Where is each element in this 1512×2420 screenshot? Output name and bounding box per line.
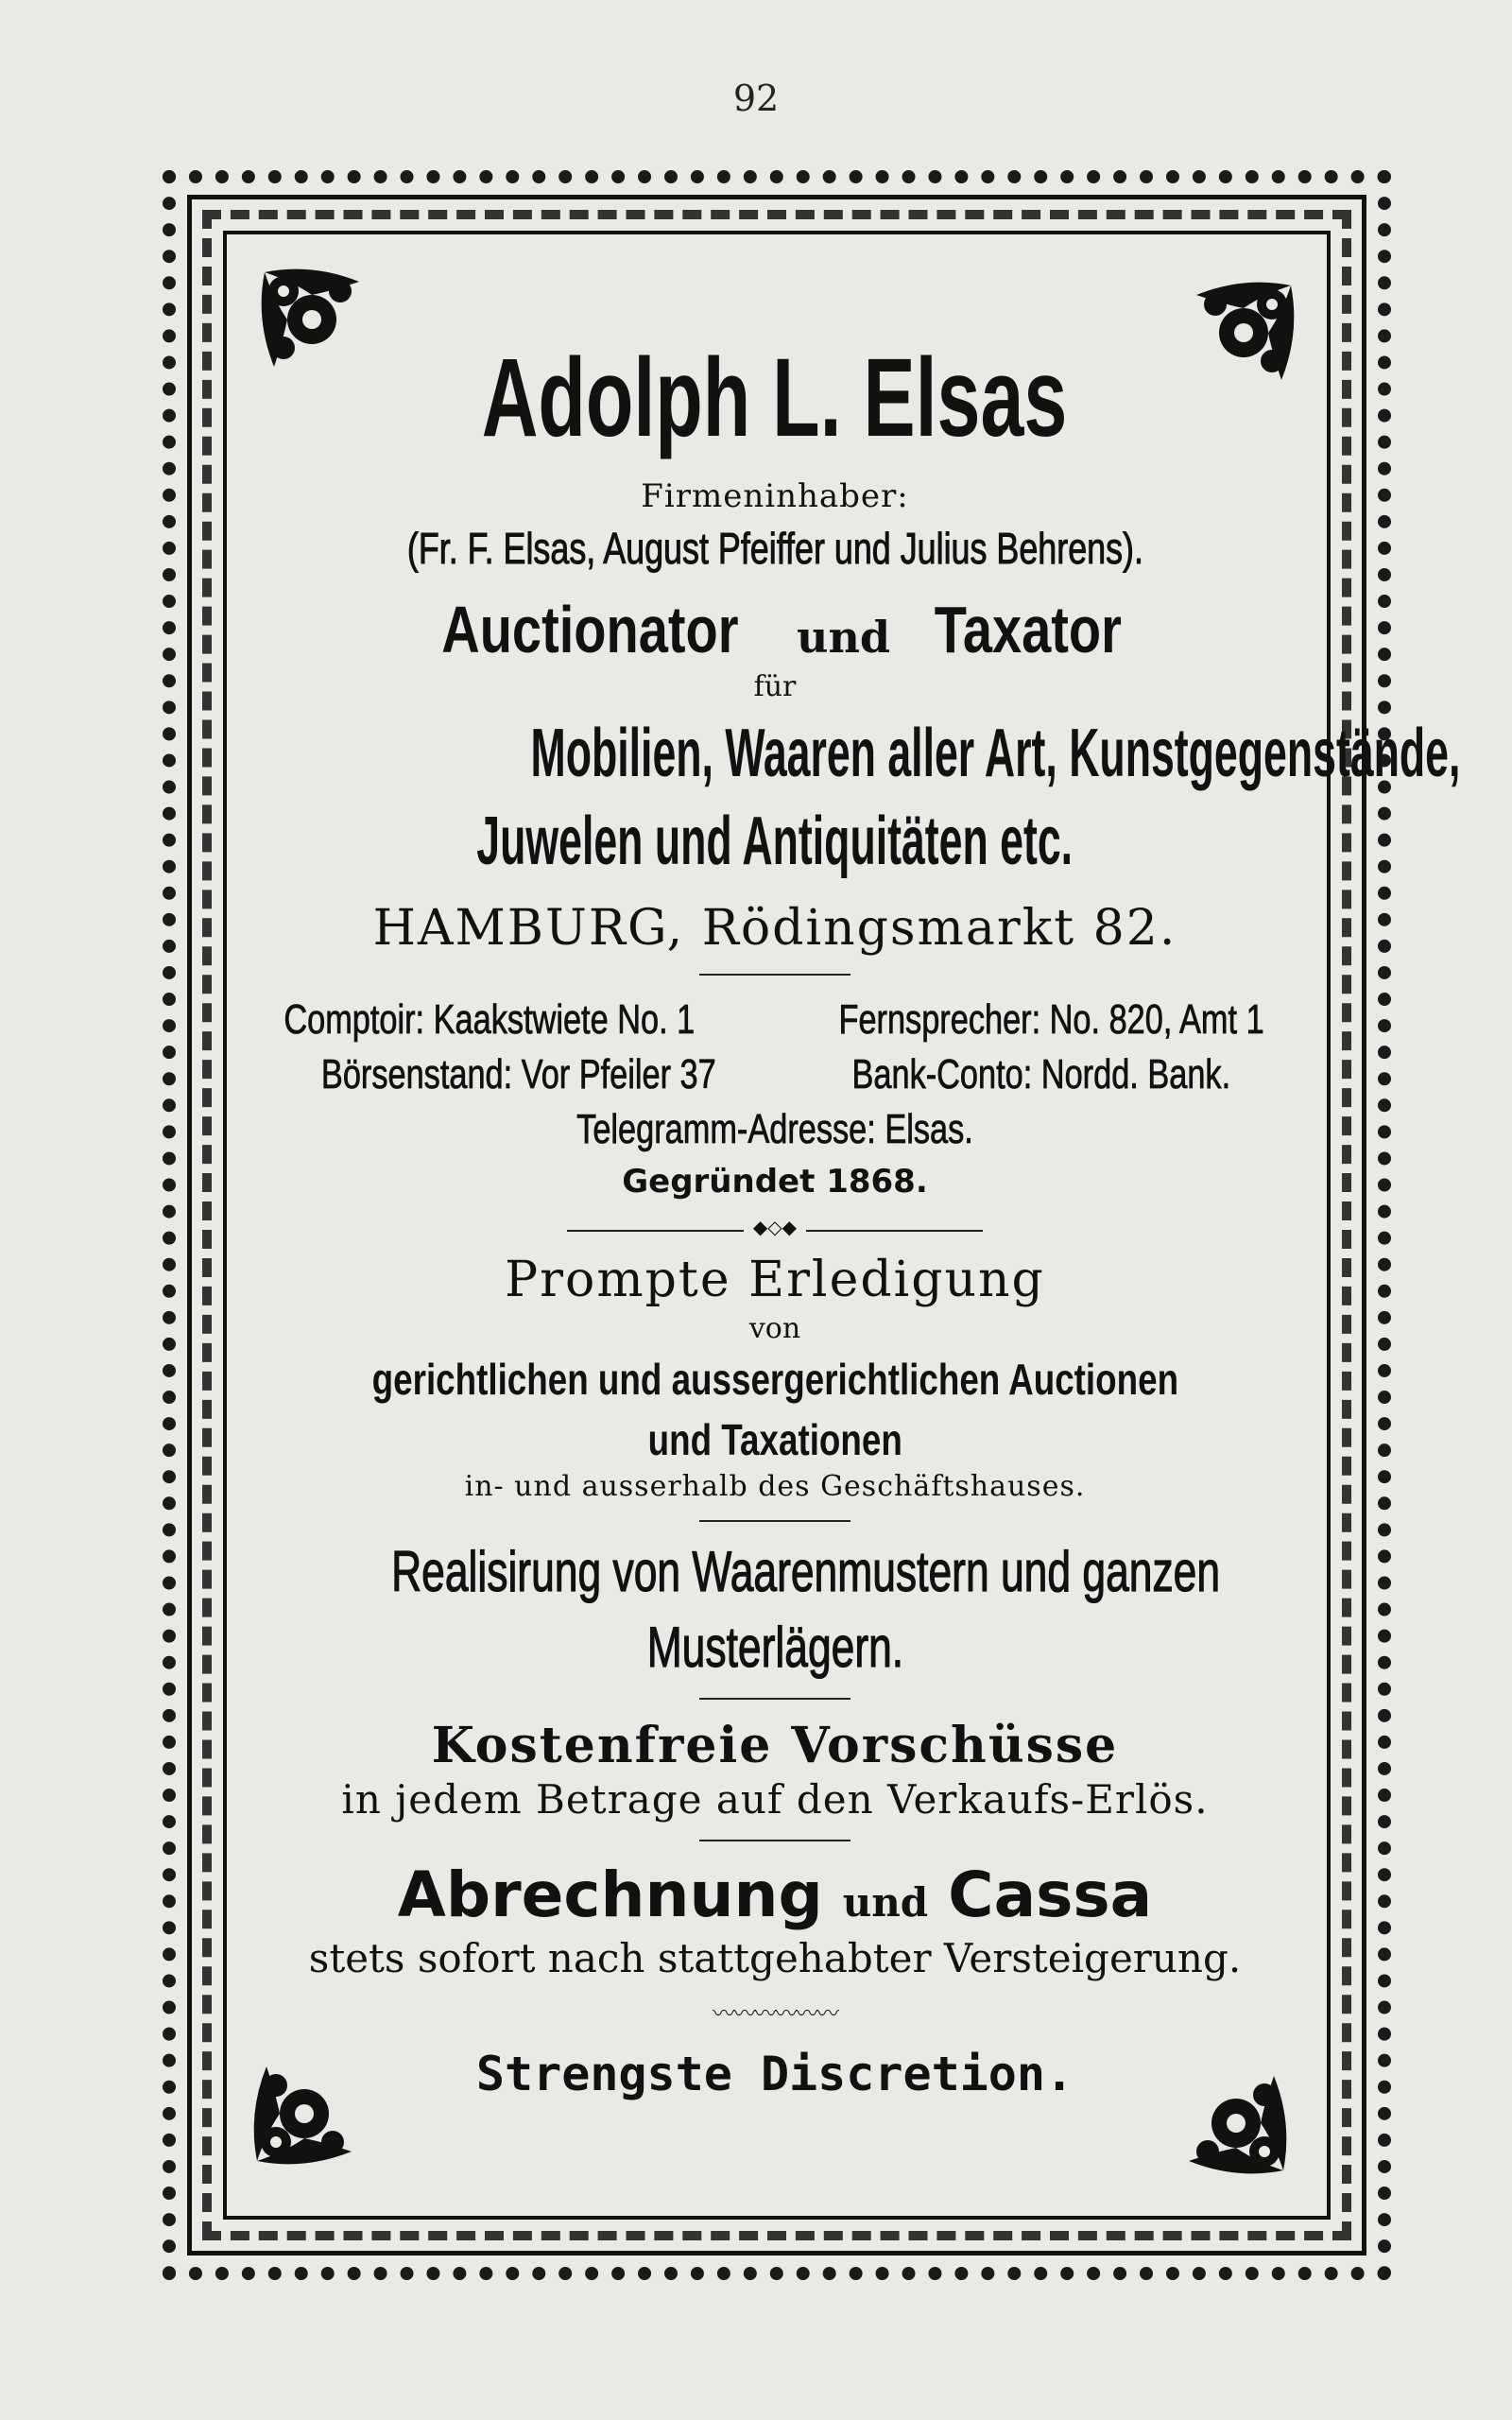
- realisirung-line-2: Musterlägern.: [646, 1616, 903, 1679]
- divider: [699, 1520, 850, 1522]
- owners: (Fr. F. Elsas, August Pfeiffer und Julius Behrens).: [406, 524, 1143, 573]
- founded: Gegründet 1868.: [622, 1163, 928, 1201]
- page-number: 92: [732, 78, 780, 119]
- goods-line-1: Mobilien, Waaren aller Art, Kunstgegenstände,: [530, 716, 1461, 791]
- profession-auctionator: Auctionator: [441, 593, 739, 666]
- owners-label: Firmeninhaber:: [641, 477, 909, 515]
- prompte-erledigung: Prompte Erledigung: [505, 1252, 1045, 1308]
- abrechnung-und: und: [842, 1879, 929, 1926]
- abrechnung-und-cassa: [246, 1858, 1304, 1931]
- company-name: Adolph L. Elsas: [482, 336, 1068, 460]
- divider: [699, 1840, 850, 1841]
- von-label: von: [748, 1312, 801, 1345]
- boersenstand: Börsenstand: Vor Pfeiler 37: [321, 1051, 717, 1098]
- advertisement: [246, 312, 1461, 2101]
- divider: [699, 974, 850, 976]
- betrage: in jedem Betrage auf den Verkaufs-Erlös.: [341, 1776, 1209, 1823]
- cassa: Cassa: [948, 1858, 1153, 1931]
- in-und-ausserhalb: in- und ausserhalb des Geschäftshauses.: [464, 1470, 1086, 1503]
- scroll-ornament-icon: ◆◇◆: [567, 1225, 983, 1236]
- auctions-line-1: gerichtlichen und aussergerichtlichen Auctionen: [371, 1355, 1178, 1404]
- bank-conto: Bank-Conto: Nordd. Bank.: [851, 1051, 1231, 1098]
- goods-line-2: Juwelen und Antiquitäten etc.: [476, 804, 1074, 879]
- contact-block: [246, 993, 1304, 1157]
- profession-taxator: Taxator: [935, 593, 1123, 666]
- abrechnung: Abrechnung: [397, 1858, 823, 1931]
- strengste-discretion: Strengste Discretion.: [475, 2047, 1074, 2101]
- realisirung-line-1: Realisirung von Waarenmustern und ganzen: [391, 1540, 1221, 1603]
- auctions-line-2: und Taxationen: [647, 1415, 902, 1464]
- stets-sofort: stets sofort nach stattgehabter Versteigerung.: [308, 1935, 1242, 1981]
- telegramm-adresse: Telegramm-Adresse: Elsas.: [576, 1106, 973, 1152]
- kostenfreie-vorschuesse: Kostenfreie Vorschüsse: [431, 1717, 1119, 1774]
- fuer-label: für: [753, 670, 797, 703]
- profession-und: und: [797, 612, 891, 663]
- comptoir: Comptoir: Kaakstwiete No. 1: [283, 996, 695, 1043]
- fernsprecher: Fernsprecher: No. 820, Amt 1: [838, 996, 1264, 1043]
- profession: [246, 591, 1304, 668]
- wave-ornament: 〰〰〰〰〰〰: [713, 2000, 837, 2027]
- divider: [699, 1698, 850, 1700]
- address: HAMBURG, Rödingsmarkt 82.: [372, 900, 1177, 957]
